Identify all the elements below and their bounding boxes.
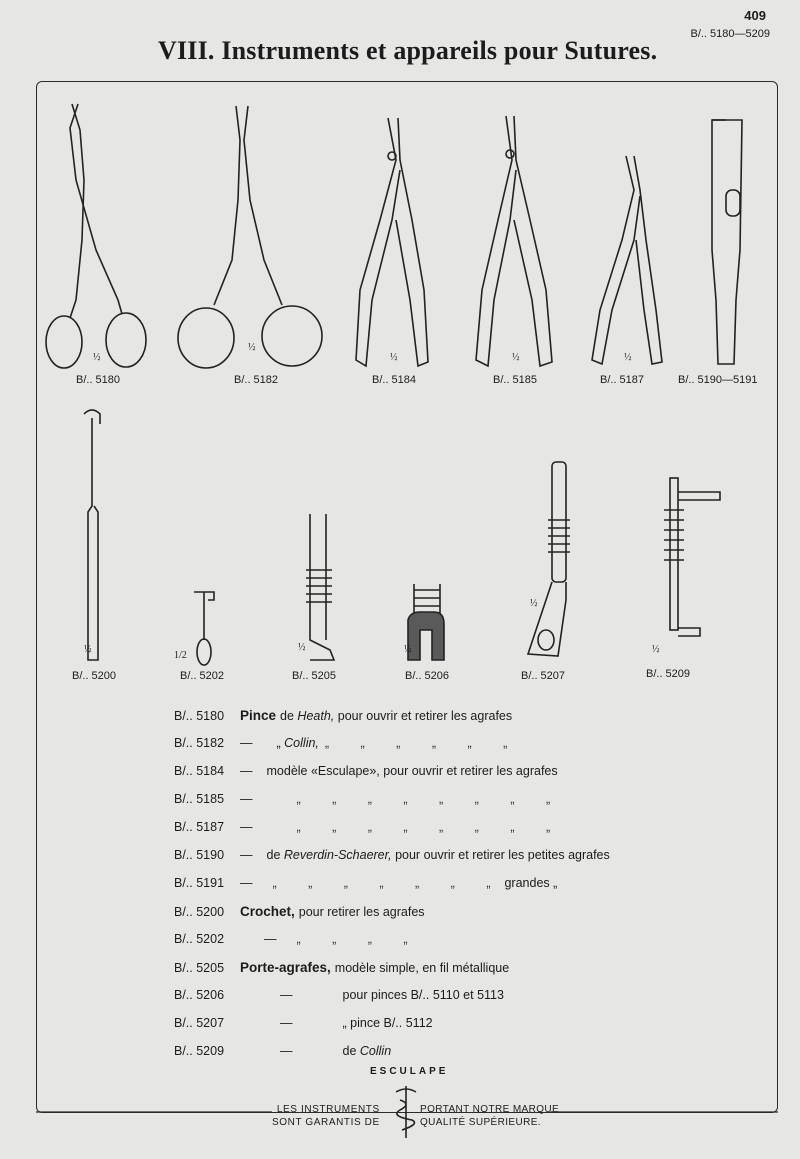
list-item [174,876,557,896]
list-item [174,792,564,812]
item-code: B/.. 5191 [174,876,225,890]
ditto-marks: „ „ „ „ „ „ „ „ [296,792,565,806]
item-text: de [280,709,294,723]
item-code: B/.. 5202 [174,932,225,946]
clip-holder-5207-illustration [528,462,570,656]
clip-holder-5205-illustration [306,514,334,660]
footer-text: LES INSTRUMENTS [276,1104,380,1115]
footer-text: SONT GARANTIS DE [272,1117,380,1128]
list-item [174,932,422,952]
ditto-marks: „ „ „ „ „ „ [324,736,522,750]
item-code: B/.. 5182 [174,736,225,750]
page-range: B/.. 5180—5209 [690,28,770,40]
item-name: Porte-agrafes, [240,960,331,975]
figure-label: B/.. 5182 [234,374,279,386]
page-number: 409 [744,8,766,23]
item-code: B/.. 5190 [174,848,225,862]
figure-scale: ½ [248,342,256,353]
figure-label: B/.. 5184 [372,374,417,386]
ditto-dash: — [240,736,253,750]
list-item [174,764,558,784]
item-author: Reverdin-Schaerer, [283,848,392,862]
ditto-dash: — [280,1016,293,1030]
ditto-dash: — [280,1044,293,1058]
footer-guarantee-right [420,1103,559,1129]
ditto-dash: — [240,848,253,862]
figure-scale: ½ [530,598,538,609]
figure-label: B/.. 5185 [493,374,538,386]
ditto-dash: — [240,820,253,834]
item-description: pour ouvrir et retirer les petites agrafes [395,848,610,862]
ditto-dash: — [280,988,293,1002]
item-name: Pince [240,708,277,723]
hook-5200-illustration [84,410,100,660]
ditto-marks: „ „ „ „ [296,932,422,946]
item-text: „ [276,736,281,750]
item-text: „ pince B/.. 5112 [342,1016,433,1030]
figure-scale: ½ [624,352,632,363]
pliers-5185-illustration [476,116,552,366]
list-item [174,1016,433,1036]
list-item [174,1044,391,1064]
ditto-dash: — [240,876,253,890]
figure-label: B/.. 5205 [292,670,337,682]
staff-of-asclepius-icon [396,1086,416,1138]
item-name: Crochet, [240,904,295,919]
clip-holder-5209-illustration [664,478,720,636]
figure-label: B/.. 5200 [72,670,117,682]
figure-scale: ½ [84,644,92,655]
item-code: B/.. 5185 [174,792,225,806]
list-item [174,960,509,980]
forceps-5182-illustration [178,106,322,368]
list-item [174,848,610,868]
ditto-dash: — [240,792,253,806]
forceps-5187-illustration [592,156,662,364]
item-code: B/.. 5184 [174,764,225,778]
figure-label: B/.. 5180 [76,374,121,386]
footer-text: PORTANT NOTRE MARQUE [420,1104,560,1115]
figure-label: B/.. 5190—5191 [678,374,758,386]
ditto-marks: „ „ „ „ „ „ „ „ [296,820,565,834]
item-text: pour pinces B/.. 5110 et 5113 [342,988,504,1002]
item-text: de [266,848,281,862]
figure-scale: ½ [652,644,660,655]
forceps-5180-illustration [46,104,146,368]
item-code: B/.. 5207 [174,1016,225,1030]
ditto-marks: „ „ „ „ „ „ „ [272,876,505,890]
item-description: grandes „ [504,876,558,890]
item-author: Collin [359,1044,392,1058]
figure-label: B/.. 5202 [180,670,225,682]
footer-guarantee-left [272,1103,380,1129]
item-code: B/.. 5205 [174,961,225,975]
item-code: B/.. 5200 [174,905,225,919]
figure-label: B/.. 5187 [600,374,645,386]
figure-scale: ½ [93,352,101,363]
brand-mark: ESCULAPE [370,1066,449,1077]
item-text: modèle simple, en fil métallique [334,961,510,975]
ditto-dash: — [264,932,277,946]
page-title: VIII. Instruments et appareils pour Sutures. [158,36,658,65]
figure-scale: 1/2 [174,650,187,661]
item-description: pour ouvrir et retirer les agrafes [337,709,513,723]
pliers-5184-illustration [356,118,428,366]
figure-label: B/.. 5206 [405,670,450,682]
list-item [174,708,512,728]
item-code: B/.. 5180 [174,709,225,723]
ditto-dash: — [240,764,253,778]
hook-5202-illustration [194,592,214,665]
item-code: B/.. 5187 [174,820,225,834]
item-text: modèle «Esculape», pour ouvrir et retirer les agrafes [266,764,558,778]
figure-label: B/.. 5209 [646,668,691,680]
clip-holder-5206-illustration [408,584,444,660]
figure-scale: ½ [390,352,398,363]
item-code: B/.. 5209 [174,1044,225,1058]
clip-tweezer-5190-illustration [712,120,742,364]
item-author: Heath, [297,709,335,723]
figure-scale: ½ [404,644,412,655]
footer-text: QUALITÉ SUPÉRIEURE. [420,1117,541,1128]
item-text: de [342,1044,357,1058]
list-item [174,988,504,1008]
item-code: B/.. 5206 [174,988,225,1002]
figure-label: B/.. 5207 [521,670,566,682]
list-item [174,820,564,840]
list-item [174,736,521,756]
figure-scale: ½ [298,642,306,653]
item-text: pour retirer les agrafes [298,905,425,919]
item-author: Collin, [284,736,319,750]
figure-scale: ½ [512,352,520,363]
list-item [174,904,425,924]
